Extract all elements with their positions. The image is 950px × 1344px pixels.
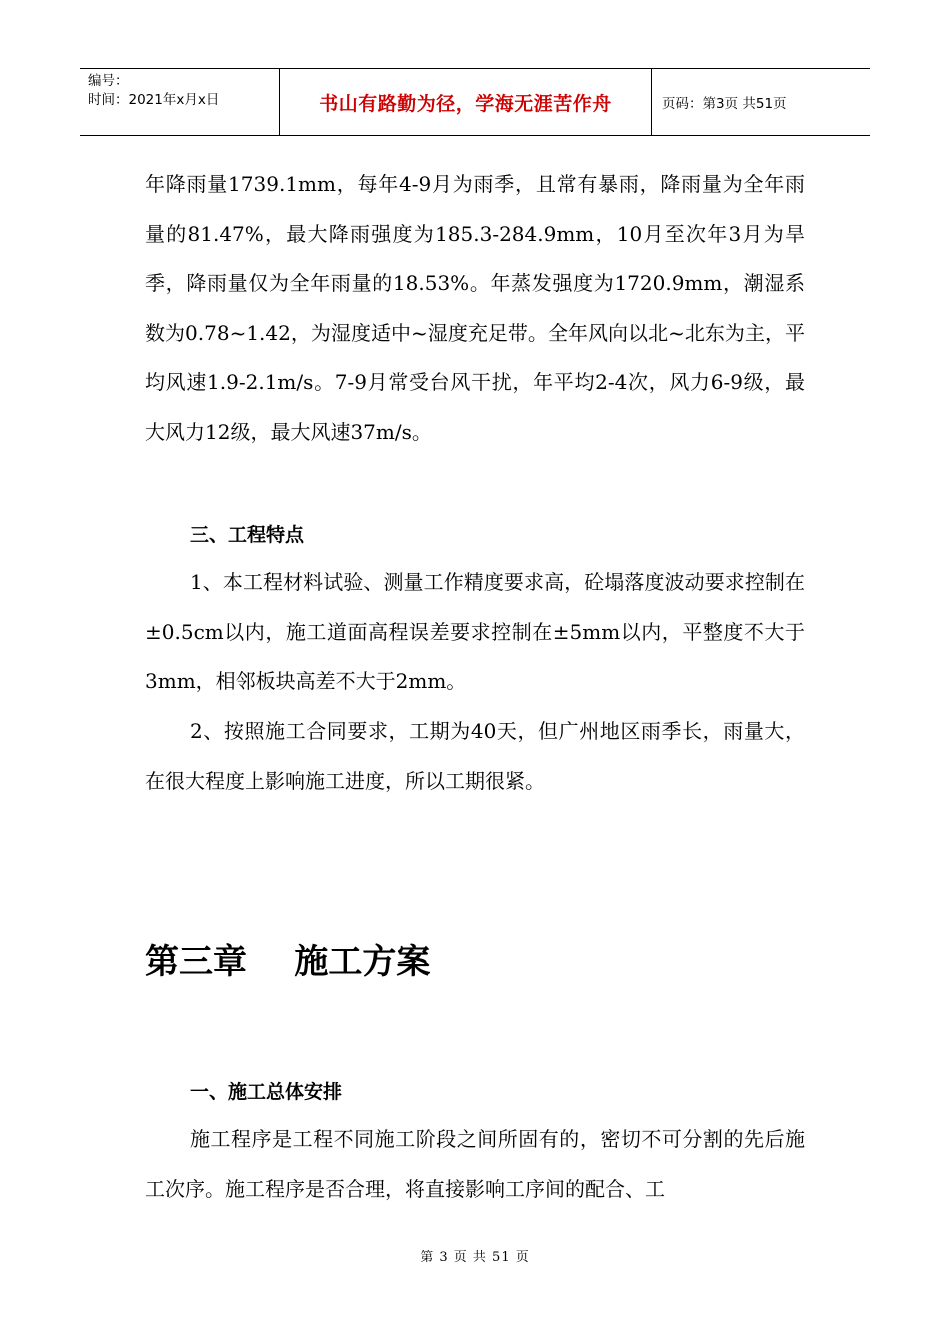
- header-motto: 书山有路勤为径，学海无涯苦作舟: [280, 69, 652, 135]
- section-heading-overall-arrangement: 一、施工总体安排: [190, 1081, 343, 1103]
- feature-item-2: 2、按照施工合同要求，工期为40天，但广州地区雨季长，雨量大，在很大程度上影响施工进度，所以工期很紧。: [145, 719, 805, 793]
- climate-paragraph: 年降雨量1739.1mm，每年4-9月为雨季，且常有暴雨，降雨量为全年雨量的81.47%，最大降雨强度为185.3-284.9mm，10月至次年3月为旱季，降雨量仅为全年雨量的18.53%。年蒸发强度为1720.9mm，潮湿系数为0.78~1.42，为湿度适中~湿度充足带。全年风向以北~北东为主，平均风速1.9-2.1m/s。7-9月常受台风干扰，年平均2-4次，风力6-9级，最大风力12级，最大风速37m/s。: [145, 172, 805, 444]
- feature-item-1: 1、本工程材料试验、测量工作精度要求高，砼塌落度波动要求控制在±0.5cm以内，施工道面高程误差要求控制在±5mm以内，平整度不大于3mm，相邻板块高差不大于2mm。: [145, 570, 805, 693]
- section-heading-engineering-features: 三、工程特点: [190, 524, 305, 546]
- construction-sequence-paragraph: 施工程序是工程不同施工阶段之间所固有的，密切不可分割的先后施工次序。施工程序是否合理，将直接影响工序间的配合、工: [145, 1127, 805, 1201]
- page-header: [80, 68, 870, 136]
- number-label: 编号：: [88, 73, 129, 89]
- page-footer: 第 3 页 共 51 页: [420, 1250, 530, 1265]
- time-label: 时间：2021年x月x日: [88, 92, 220, 108]
- header-meta: [80, 69, 280, 135]
- header-page-code: 页码：第3页 共51页: [662, 96, 787, 112]
- chapter-title: 第三章 施工方案: [145, 942, 431, 982]
